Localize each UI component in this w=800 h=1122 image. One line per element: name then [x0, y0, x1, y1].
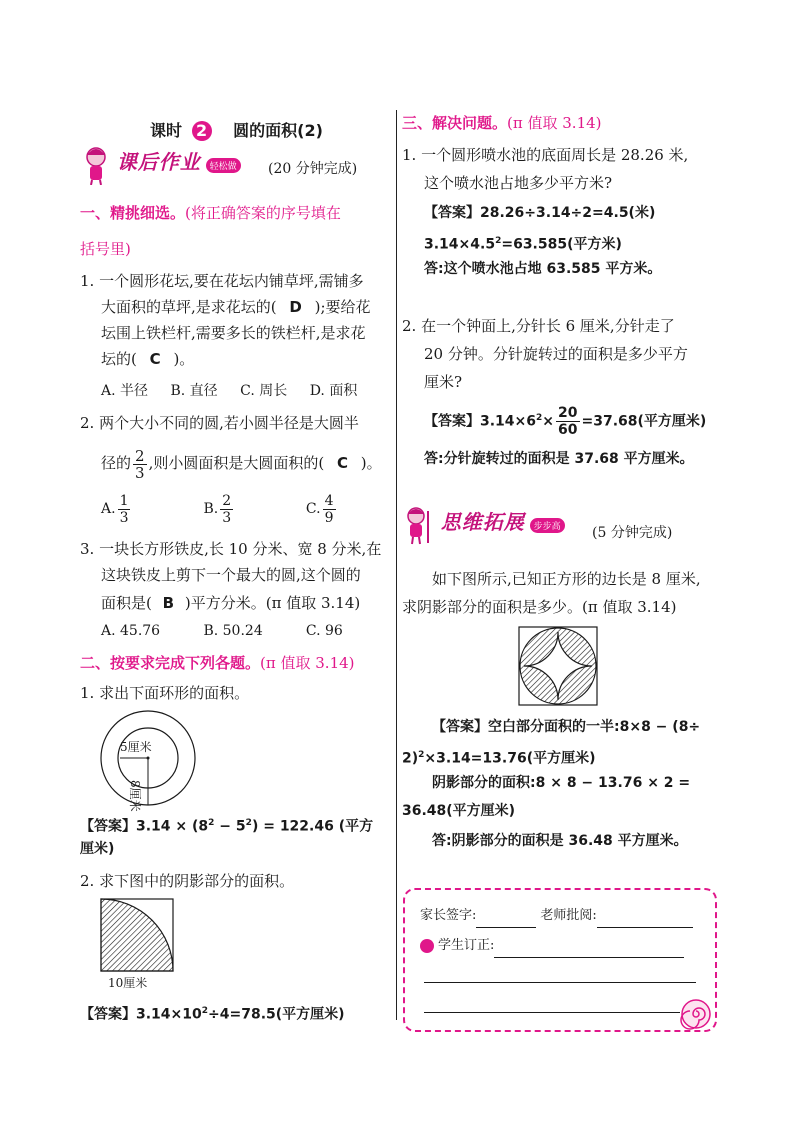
square-circle-figure: [518, 626, 598, 706]
spiral-decoration-icon: [680, 998, 712, 1030]
extend-text1: 如下图所示,已知正方形的边长是 8 厘米,: [432, 570, 701, 588]
student-correct-field[interactable]: [494, 935, 684, 958]
p3-q2-ans-a: 3.14×6: [480, 413, 537, 430]
p2-q1-text: 1. 求出下面环形的面积。: [80, 684, 250, 702]
correction-line-1[interactable]: [424, 982, 696, 983]
q1-answer-2: C: [149, 350, 161, 368]
extend-ans2: [402, 744, 596, 770]
part2-title: 二、按要求完成下列各题。: [80, 654, 261, 672]
extend-ans2-exp: 2: [418, 750, 425, 760]
q1-line2: [101, 296, 371, 318]
q3-options: [101, 620, 343, 642]
homework-tag: 轻松做: [206, 158, 241, 173]
p3-q1-ans1: [424, 202, 655, 224]
extend-ans1-text: 空白部分面积的一半:8×8 − (8÷: [488, 719, 701, 735]
lesson-number-badge: [192, 121, 212, 141]
q2-option-b-num: 2: [222, 492, 232, 509]
extend-ans2-a: 2): [402, 750, 419, 767]
extend-ans-prefix: 【答案】: [432, 719, 488, 735]
extend-tag: 步步高: [530, 518, 565, 533]
p2-q2-text: 2. 求下图中的阴影部分的面积。: [80, 872, 295, 890]
student-correct-label: 学生订正:: [438, 938, 495, 953]
q3-option-b: B. 50.24: [203, 623, 263, 639]
correction-line-2[interactable]: [424, 1012, 680, 1013]
q1-line2-tail: );要给花: [314, 298, 371, 316]
extend-ans4: 36.48(平方厘米): [402, 803, 516, 819]
extend-ans1: [432, 716, 700, 738]
p3-q1-ans2-exp: 2: [495, 236, 502, 246]
q1-option-c: C. 周长: [240, 383, 288, 399]
parent-sign-row: [420, 905, 693, 928]
column-divider: [396, 110, 397, 1020]
extend-ans2-b: ×3.14=13.76(平方厘米): [424, 750, 596, 767]
extend-ans5: 答:阴影部分的面积是 36.48 平方厘米。: [432, 833, 688, 849]
lesson-prefix: 课时: [150, 121, 183, 140]
q3-line3-a: 面积是(: [101, 594, 152, 612]
p3-q1-line1: 1. 一个圆形喷水池的底面周长是 28.26 米,: [402, 146, 689, 164]
part2-heading: [80, 652, 355, 674]
q1-options: [101, 380, 357, 402]
part1-note-a: (将正确答案的序号填在: [185, 204, 341, 222]
p3-q2-answer: [424, 400, 706, 440]
p2-q2-exp: 2: [201, 1006, 209, 1016]
p3-q2-ans-prefix: 【答案】: [424, 413, 480, 430]
homework-banner: [80, 145, 241, 185]
q1-option-d: D. 面积: [309, 383, 358, 399]
extend-ans3: 阴影部分的面积:8 × 8 − 13.76 × 2 =: [432, 775, 691, 791]
q2-line2-b: ,则小圆面积是大圆面积的(: [148, 454, 325, 472]
ring-inner-label: 5厘米: [120, 740, 152, 754]
teacher-review-field[interactable]: [597, 905, 693, 928]
p3-q2-frac-den: 60: [558, 422, 578, 439]
extend-banner-text: 思维拓展: [440, 510, 525, 534]
q2-option-b-den: 3: [222, 509, 232, 526]
q1-line3: 坛围上铁栏杆,需要多长的铁栏杆,是求花: [101, 324, 366, 342]
part3-heading: [402, 112, 602, 134]
extend-time: (5 分钟完成): [592, 525, 673, 541]
p3-q2-frac-num: 20: [558, 405, 578, 422]
q2-fraction: [133, 448, 147, 481]
quarter-shaded-area: [101, 899, 173, 971]
part3-title: 三、解决问题。: [402, 114, 508, 132]
q1-line1: 1. 一个圆形花坛,要在花坛内铺草坪,需铺多: [80, 272, 364, 290]
q2-option-a: [101, 492, 199, 526]
p3-q1-ans1-text: 28.26÷3.14÷2=4.5(米): [480, 205, 656, 221]
q2-option-a-num: 1: [119, 492, 129, 509]
q3-line3-b: )平方分米。(π 值取 3.14): [184, 594, 361, 612]
q2-line2-a: 径的: [101, 454, 132, 472]
q3-line1: 3. 一块长方形铁皮,长 10 分米、宽 8 分米,在: [80, 540, 382, 558]
student-flower-icon: [420, 939, 434, 953]
p2-q1-ans-prefix: 【答案】: [80, 818, 136, 835]
p3-q2-line1: 2. 在一个钟面上,分针长 6 厘米,分针走了: [402, 317, 675, 335]
p2-q1-ans-body: 3.14 × (8: [136, 818, 209, 835]
p3-q1-ans-prefix: 【答案】: [424, 205, 480, 221]
part1-heading: [80, 202, 341, 224]
q3-option-c: C. 96: [305, 623, 343, 639]
homework-time: (20 分钟完成): [268, 161, 358, 177]
p2-q2-answer: [80, 1000, 345, 1026]
q2-answer: C: [336, 454, 348, 472]
q1-line4: [101, 348, 194, 370]
part1-title: 一、精挑细选。: [80, 204, 186, 222]
p3-q1-ans2-b: =63.585(平方米): [501, 236, 622, 253]
q3-answer: B: [162, 594, 175, 612]
p3-q1-ans2-a: 3.14×4.5: [424, 236, 496, 253]
q1-line2-text: 大面积的草坪,是求花坛的(: [101, 298, 277, 316]
homework-banner-text: 课后作业: [116, 150, 201, 174]
q2-option-c-num: 4: [324, 492, 334, 509]
q2-line1: 2. 两个大小不同的圆,若小圆半径是大圆半: [80, 414, 359, 432]
q1-option-a: A. 半径: [101, 383, 149, 399]
q2-option-c-frac: [323, 493, 336, 526]
q2-frac-num: 2: [135, 446, 145, 465]
p3-q2-fraction: [556, 405, 579, 438]
q2-option-c: [305, 492, 338, 526]
q3-option-a: A. 45.76: [101, 623, 161, 639]
lesson-header: [150, 118, 323, 141]
q2-option-b-frac: [220, 493, 233, 526]
q2-option-b: [203, 492, 301, 526]
q2-option-a-frac: [118, 493, 131, 526]
q1-option-b: B. 直径: [170, 383, 218, 399]
p3-q2-exp: 2: [536, 413, 543, 423]
p3-q2-line3: 厘米?: [424, 373, 463, 391]
q2-option-a-den: 3: [119, 509, 129, 526]
lesson-title: 圆的面积(2): [233, 121, 323, 140]
q2-frac-den: 3: [135, 463, 145, 482]
p3-q2-ans-b: =37.68(平方厘米): [581, 413, 707, 430]
p3-q2-ans2: 答:分针旋转过的面积是 37.68 平方厘米。: [424, 451, 694, 467]
p3-q1-ans2: [424, 230, 622, 256]
p3-q2-times: ×: [542, 413, 555, 430]
q2-line2: [101, 446, 382, 481]
extend-banner: [402, 505, 565, 545]
q1-answer-1: D: [289, 298, 302, 316]
girl-mascot-icon: [80, 145, 112, 185]
p2-q1-answer: [80, 812, 373, 838]
q3-line3: [101, 592, 360, 614]
part3-note: (π 值取 3.14): [507, 114, 602, 132]
extend-text2: 求阴影部分的面积是多少。(π 值取 3.14): [402, 598, 677, 616]
parent-sign-field[interactable]: [476, 905, 536, 928]
p3-q1-ans3: 答:这个喷水池占地 63.585 平方米。: [424, 261, 662, 277]
q2-options: [101, 492, 338, 526]
ring-center: [147, 757, 150, 760]
p2-q1-ans-mid: − 5: [214, 818, 246, 835]
q2-option-a-label: A.: [101, 501, 116, 517]
parent-sign-label: 家长签字:: [420, 908, 477, 923]
kid-with-sign-icon: [402, 505, 436, 545]
ring-outer-label: 8厘米: [128, 780, 142, 812]
ring-figure: [98, 708, 198, 808]
p2-q2-ans-prefix: 【答案】: [80, 1006, 136, 1023]
p2-q1-exp2: 2: [245, 818, 252, 828]
q2-option-c-label: C.: [305, 501, 321, 517]
quarter-circle-figure: [100, 898, 174, 972]
p2-q1-ans-end: ) = 122.46 (平方: [251, 818, 374, 835]
part2-note: (π 值取 3.14): [260, 654, 355, 672]
p2-q2-ans-end: ÷4=78.5(平方厘米): [208, 1006, 345, 1023]
q2-line2-c: )。: [360, 454, 382, 472]
q1-line4-tail: )。: [173, 350, 195, 368]
teacher-review-label: 老师批阅:: [540, 908, 597, 923]
part1-note-b: 括号里): [80, 240, 131, 258]
q3-line2: 这块铁皮上剪下一个最大的圆,这个圆的: [101, 566, 361, 584]
q2-option-b-label: B.: [203, 501, 219, 517]
p3-q1-line2: 这个喷水池占地多少平方米?: [424, 174, 613, 192]
p2-q2-ans-body: 3.14×10: [136, 1006, 202, 1023]
q1-line4-text: 坛的(: [101, 350, 137, 368]
lesson-number: 2: [196, 121, 208, 140]
p3-q2-line2: 20 分钟。分针旋转过的面积是多少平方: [424, 345, 688, 363]
quarter-label: 10厘米: [108, 976, 148, 990]
p2-q1-ans-tail: 厘米): [80, 841, 115, 857]
student-correct-row: [420, 935, 684, 958]
q2-option-c-den: 9: [324, 509, 334, 526]
p2-q1-exp1: 2: [208, 818, 215, 828]
